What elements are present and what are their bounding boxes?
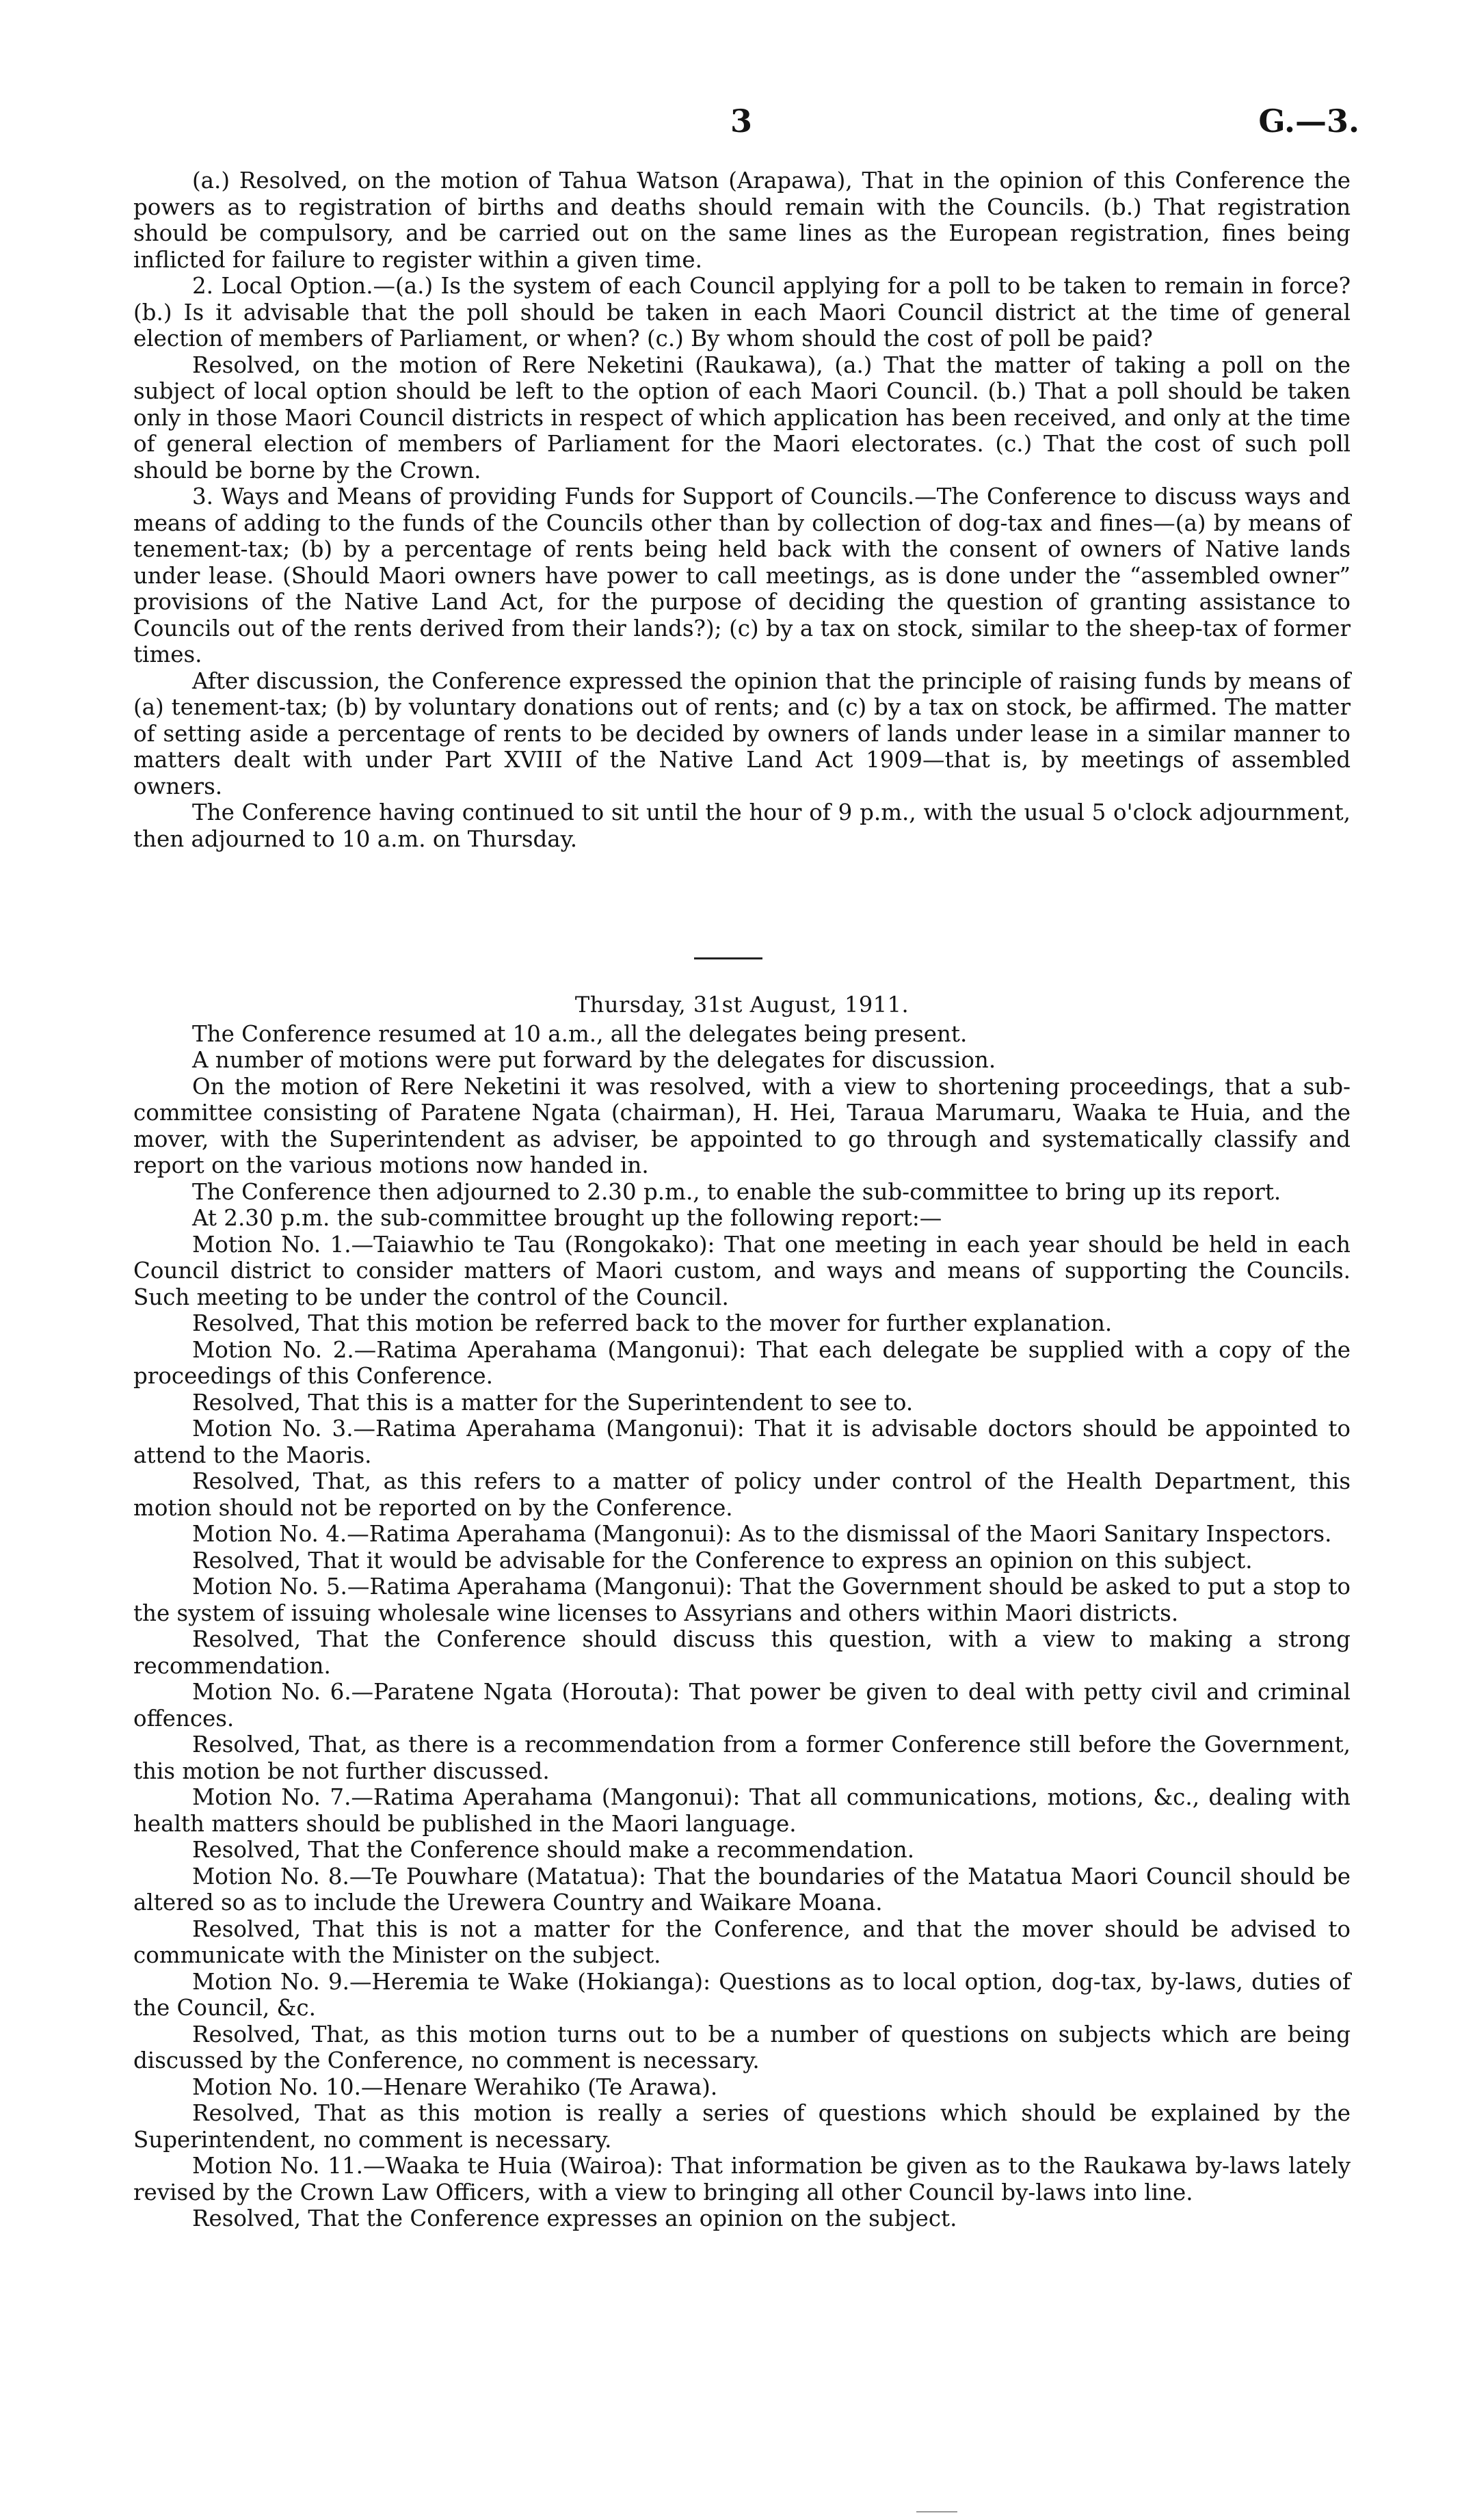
paragraph: Resolved, That this motion be referred back to the mover for further explanation.: [192, 1310, 1113, 1336]
paragraph: Motion No. 1.—Taiawhio te Tau (Rongokako): That one meeting in each year should be held in each Council district to consider matters of Maori custom, and ways and means of supporting the Councils. Such meeting to be under the control of the Council.: [133, 1231, 1351, 1310]
paragraph: Resolved, That, as this refers to a matter of policy under control of the Health Department, this motion should not be reported on by the Conference.: [133, 1468, 1351, 1521]
date-heading: Thursday, 31st August, 1911.: [574, 992, 909, 1018]
paragraph: Resolved, That it would be advisable for the Conference to express an opinion on this subject.: [192, 1547, 1253, 1574]
paragraph: Motion No. 2.—Ratima Aperahama (Mangonui): That each delegate be supplied with a copy of the proceedings of this Conference.: [133, 1336, 1351, 1389]
paragraph: Resolved, That this is not a matter for the Conference, and that the mover should be advised to communicate with the Minister on the subject.: [133, 1915, 1351, 1968]
paragraph: Motion No. 6.—Paratene Ngata (Horouta): That power be given to deal with petty civil and criminal offences.: [133, 1679, 1351, 1732]
paragraph: Motion No. 3.—Ratima Aperahama (Mangonui): That it is advisable doctors should be appointed to attend to the Maoris.: [133, 1416, 1351, 1468]
paragraph: Resolved, on the motion of Rere Neketini (Raukawa), (a.) That the matter of taking a poll on the subject of local option should be left to the option of each Maori Council. (b.) That a poll should be taken only in those Maori Council districts in respect of which application has been received, and only at the time of general election of members of Parliament for the Maori electorates. (c.) That the cost of such poll should be borne by the Crown.: [133, 352, 1351, 483]
paragraph: Resolved, That this is a matter for the Superintendent to see to.: [192, 1389, 914, 1416]
paragraph: Resolved, That the Conference should discuss this question, with a view to making a strong recommendation.: [133, 1626, 1351, 1679]
paragraph: Motion No. 4.—Ratima Aperahama (Mangonui): As to the dismissal of the Maori Sanitary Inspectors.: [192, 1521, 1332, 1547]
section-divider: [694, 957, 762, 959]
paragraph: (a.) Resolved, on the motion of Tahua Watson (Arapawa), That in the opinion of this Conference the powers as to registration of births and deaths should remain with the Councils. (b.) That registration should be compulsory, and be carried out on the same lines as the European registration, fines being inflicted for failure to register within a given time.: [133, 168, 1351, 273]
paragraph: 2. Local Option.—(a.) Is the system of each Council applying for a poll to be taken to remain in force? (b.) Is it advisable that the poll should be taken in each Maori Council district at the time of general election of members of Parliament, or when? (c.) By whom should the cost of poll be paid?: [133, 273, 1351, 352]
paragraph: On the motion of Rere Neketini it was resolved, with a view to shortening proceedings, that a sub-committee consisting of Paratene Ngata (chairman), H. Hei, Taraua Marumaru, Waaka te Huia, and the mover, with the Superintendent as adviser, be appointed to go through and systematically classify and report on the various motions now handed in.: [133, 1073, 1351, 1178]
paragraph: Motion No. 11.—Waaka te Huia (Wairoa): That information be given as to the Raukawa by-laws lately revised by the Crown Law Officers, with a view to bringing all other Council by-laws into line.: [133, 2153, 1351, 2205]
proceedings-section-thursday: [133, 992, 1351, 2232]
paragraph: Resolved, That the Conference expresses an opinion on the subject.: [192, 2205, 957, 2231]
paragraph: Resolved, That, as this motion turns out to be a number of questions on subjects which are being discussed by the Conference, no comment is necessary.: [133, 2021, 1351, 2073]
document-reference: G.—3.: [1258, 103, 1359, 140]
page-number: 3: [730, 103, 753, 140]
paragraph: Motion No. 5.—Ratima Aperahama (Mangonui): That the Government should be asked to put a stop to the system of issuing wholesale wine licenses to Assyrians and others within Maori districts.: [133, 1574, 1351, 1626]
paragraph: 3. Ways and Means of providing Funds for Support of Councils.—The Conference to discuss ways and means of adding to the funds of the Councils other than by collection of dog-tax and fines—(a) by means of tenement-tax; (b) by a percentage of rents being held back with the consent of owners of Native lands under lease. (Should Maori owners have power to call meetings, as is done under the “assembled owner” provisions of the Native Land Act, for the purpose of deciding the question of granting assistance to Councils out of the rents derived from their lands?); (c) by a tax on stock, similar to the sheep-tax of former times.: [133, 483, 1351, 667]
paragraph: Motion No. 10.—Henare Werahiko (Te Arawa).: [192, 2073, 718, 2100]
paragraph: Resolved, That, as there is a recommendation from a former Conference still before the Government, this motion be not further discussed.: [133, 1732, 1351, 1784]
paragraph: The Conference resumed at 10 a.m., all the delegates being present.: [192, 1020, 968, 1047]
paragraph: The Conference then adjourned to 2.30 p.m., to enable the sub-committee to bring up its report.: [192, 1178, 1281, 1205]
paragraph: The Conference having continued to sit until the hour of 9 p.m., with the usual 5 o'clock adjournment, then adjourned to 10 a.m. on Thursday.: [133, 799, 1351, 852]
proceedings-section-wednesday: [133, 168, 1351, 852]
paragraph: Resolved, That as this motion is really a series of questions which should be explained by the Superintendent, no comment is necessary.: [133, 2100, 1351, 2153]
paragraph: A number of motions were put forward by the delegates for discussion.: [192, 1047, 996, 1073]
paragraph: Motion No. 8.—Te Pouwhare (Matatua): That the boundaries of the Matatua Maori Council should be altered so as to include the Urewera Country and Waikare Moana.: [133, 1863, 1351, 1915]
paragraph: After discussion, the Conference expressed the opinion that the principle of raising funds by means of (a) tenement-tax; (b) by voluntary donations out of rents; and (c) by a tax on stock, be affirmed. The matter of setting aside a percentage of rents to be decided by owners of lands under lease in a similar manner to matters dealt with under Part XVIII of the Native Land Act 1909—that is, by meetings of assembled owners.: [133, 667, 1351, 799]
paragraph: Motion No. 7.—Ratima Aperahama (Mangonui): That all communications, motions, &c., dealing with health matters should be published in the Maori language.: [133, 1784, 1351, 1837]
printer-mark: [916, 2511, 957, 2512]
paragraph: Motion No. 9.—Heremia te Wake (Hokianga): Questions as to local option, dog-tax, by-laws, duties of the Council, &c.: [133, 1968, 1351, 2021]
paragraph: At 2.30 p.m. the sub-committee brought up the following report:—: [192, 1205, 942, 1231]
paragraph: Resolved, That the Conference should make a recommendation.: [192, 1837, 915, 1863]
